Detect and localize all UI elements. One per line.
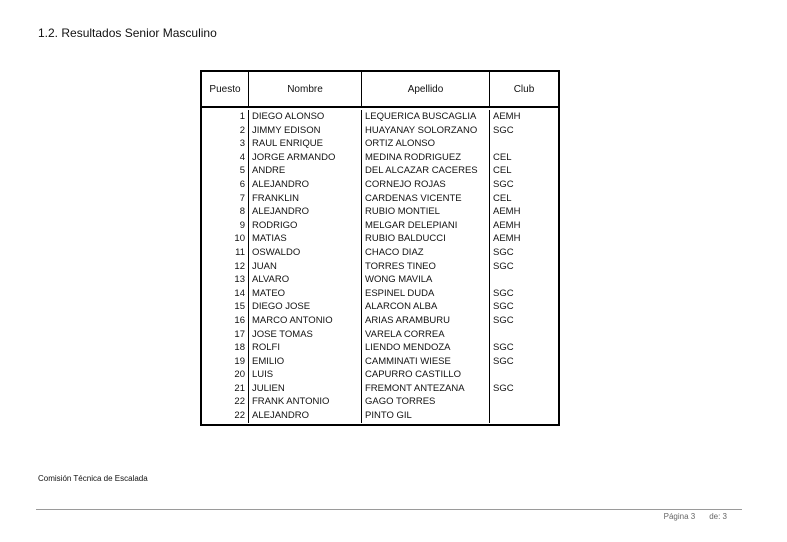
table-row	[202, 246, 558, 260]
cell-apellido: ORTIZ ALONSO	[362, 137, 490, 151]
table-body	[202, 108, 558, 424]
cell-club: SGC	[493, 124, 514, 136]
cell-puesto: 20	[202, 368, 249, 382]
cell-club: CEL	[493, 165, 512, 177]
cell-apellido: GAGO TORRES	[362, 395, 490, 409]
cell-nombre: ALEJANDRO	[249, 205, 362, 219]
cell-nombre: DIEGO ALONSO	[249, 110, 362, 124]
cell-apellido: ALARCON ALBA	[362, 300, 490, 314]
header-puesto: Puesto	[202, 72, 249, 106]
cell-puesto: 15	[202, 300, 249, 314]
cell-apellido: ESPINEL DUDA	[362, 287, 490, 301]
cell-apellido: TORRES TINEO	[362, 260, 490, 274]
table-row	[202, 409, 558, 423]
cell-nombre: JOSE TOMAS	[249, 328, 362, 342]
table-row	[202, 192, 558, 206]
header-club: Club	[513, 83, 535, 95]
table-row	[202, 395, 558, 409]
cell-nombre: FRANKLIN	[249, 192, 362, 206]
cell-nombre: RODRIGO	[249, 219, 362, 233]
cell-puesto: 7	[202, 192, 249, 206]
table-header	[202, 72, 558, 108]
table-row	[202, 382, 558, 396]
table-row	[202, 164, 558, 178]
cell-club	[490, 137, 558, 151]
table-row	[202, 232, 558, 246]
cell-nombre: DIEGO JOSE	[249, 300, 362, 314]
cell-puesto: 8	[202, 205, 249, 219]
cell-puesto: 4	[202, 151, 249, 165]
table-row	[202, 328, 558, 342]
cell-club	[490, 409, 558, 423]
cell-nombre: ANDRE	[249, 164, 362, 178]
cell-puesto: 17	[202, 328, 249, 342]
cell-puesto: 14	[202, 287, 249, 301]
cell-apellido: CAMMINATI WIESE	[362, 355, 490, 369]
cell-puesto: 12	[202, 260, 249, 274]
cell-nombre: MARCO ANTONIO	[249, 314, 362, 328]
cell-nombre: JULIEN	[249, 382, 362, 396]
cell-nombre: JUAN	[249, 260, 362, 274]
cell-apellido: RUBIO BALDUCCI	[362, 232, 490, 246]
cell-puesto: 21	[202, 382, 249, 396]
cell-club: AEMH	[493, 111, 521, 122]
footer-divider	[36, 509, 742, 510]
cell-apellido: RUBIO MONTIEL	[362, 205, 490, 219]
table-row	[202, 287, 558, 301]
cell-club: SGC	[493, 178, 514, 190]
cell-nombre: MATIAS	[249, 232, 362, 246]
table-row	[202, 368, 558, 382]
cell-club: AEMH	[493, 219, 521, 231]
table-row	[202, 314, 558, 328]
cell-club: SGC	[493, 301, 514, 313]
header-apellido: Apellido	[362, 72, 490, 106]
table-row	[202, 124, 558, 138]
cell-apellido: ARIAS ARAMBURU	[362, 314, 490, 328]
cell-club: SGC	[493, 382, 514, 394]
cell-puesto: 9	[202, 219, 249, 233]
cell-puesto: 19	[202, 355, 249, 369]
cell-club: SGC	[493, 260, 514, 272]
cell-nombre: LUIS	[249, 368, 362, 382]
cell-apellido: HUAYANAY SOLORZANO	[362, 124, 490, 138]
cell-club	[490, 395, 558, 409]
cell-apellido: LIENDO MENDOZA	[362, 341, 490, 355]
table-row	[202, 341, 558, 355]
table-row	[202, 110, 558, 124]
cell-nombre: JORGE ARMANDO	[249, 151, 362, 165]
cell-club: SGC	[493, 314, 514, 326]
footer-pagination	[664, 512, 727, 521]
page-total: de: 3	[709, 512, 727, 521]
cell-nombre: JIMMY EDISON	[249, 124, 362, 138]
cell-nombre: ALVARO	[249, 273, 362, 287]
cell-club	[490, 368, 558, 382]
cell-club	[490, 273, 558, 287]
cell-puesto: 2	[202, 124, 249, 138]
cell-puesto: 5	[202, 164, 249, 178]
cell-apellido: CORNEJO ROJAS	[362, 178, 490, 192]
cell-club: CEL	[493, 151, 512, 163]
cell-puesto: 22	[202, 409, 249, 423]
cell-nombre: ROLFI	[249, 341, 362, 355]
cell-apellido: CAPURRO CASTILLO	[362, 368, 490, 382]
page-number: Página 3	[663, 512, 696, 521]
cell-puesto: 13	[202, 273, 249, 287]
cell-nombre: RAUL ENRIQUE	[249, 137, 362, 151]
cell-club: SGC	[493, 342, 514, 354]
cell-nombre: ALEJANDRO	[249, 178, 362, 192]
table-row	[202, 178, 558, 192]
cell-club: AEMH	[493, 233, 521, 245]
cell-club: AEMH	[493, 206, 521, 218]
cell-puesto: 6	[202, 178, 249, 192]
cell-nombre: MATEO	[249, 287, 362, 301]
cell-puesto: 18	[202, 341, 249, 355]
cell-apellido: MEDINA RODRIGUEZ	[362, 151, 490, 165]
table-row	[202, 137, 558, 151]
cell-apellido: CHACO DIAZ	[362, 246, 490, 260]
cell-apellido: LEQUERICA BUSCAGLIA	[362, 110, 490, 124]
footer-organization: Comisión Técnica de Escalada	[38, 474, 148, 483]
cell-club: SGC	[493, 355, 514, 367]
cell-puesto: 22	[202, 395, 249, 409]
cell-apellido: CARDENAS VICENTE	[362, 192, 490, 206]
cell-puesto: 1	[202, 110, 249, 124]
header-nombre: Nombre	[249, 72, 362, 106]
table-row	[202, 205, 558, 219]
table-row	[202, 219, 558, 233]
cell-apellido: MELGAR DELEPIANI	[362, 219, 490, 233]
cell-apellido: VARELA CORREA	[362, 328, 490, 342]
table-row	[202, 151, 558, 165]
cell-puesto: 3	[202, 137, 249, 151]
cell-club: CEL	[493, 192, 512, 204]
cell-nombre: ALEJANDRO	[249, 409, 362, 423]
table-row	[202, 355, 558, 369]
cell-puesto: 16	[202, 314, 249, 328]
cell-apellido: PINTO GIL	[362, 409, 490, 423]
table-row	[202, 300, 558, 314]
page-title: 1.2. Resultados Senior Masculino	[38, 26, 217, 40]
cell-nombre: FRANK ANTONIO	[249, 395, 362, 409]
table-row	[202, 260, 558, 274]
results-table	[200, 70, 560, 426]
cell-puesto: 10	[202, 232, 249, 246]
cell-nombre: EMILIO	[249, 355, 362, 369]
cell-club	[490, 328, 558, 342]
cell-nombre: OSWALDO	[249, 246, 362, 260]
cell-club: SGC	[493, 287, 514, 299]
table-row	[202, 273, 558, 287]
cell-apellido: WONG MAVILA	[362, 273, 490, 287]
cell-apellido: FREMONT ANTEZANA	[362, 382, 490, 396]
cell-puesto: 11	[202, 246, 249, 260]
cell-apellido: DEL ALCAZAR CACERES	[362, 164, 490, 178]
cell-club: SGC	[493, 246, 514, 258]
